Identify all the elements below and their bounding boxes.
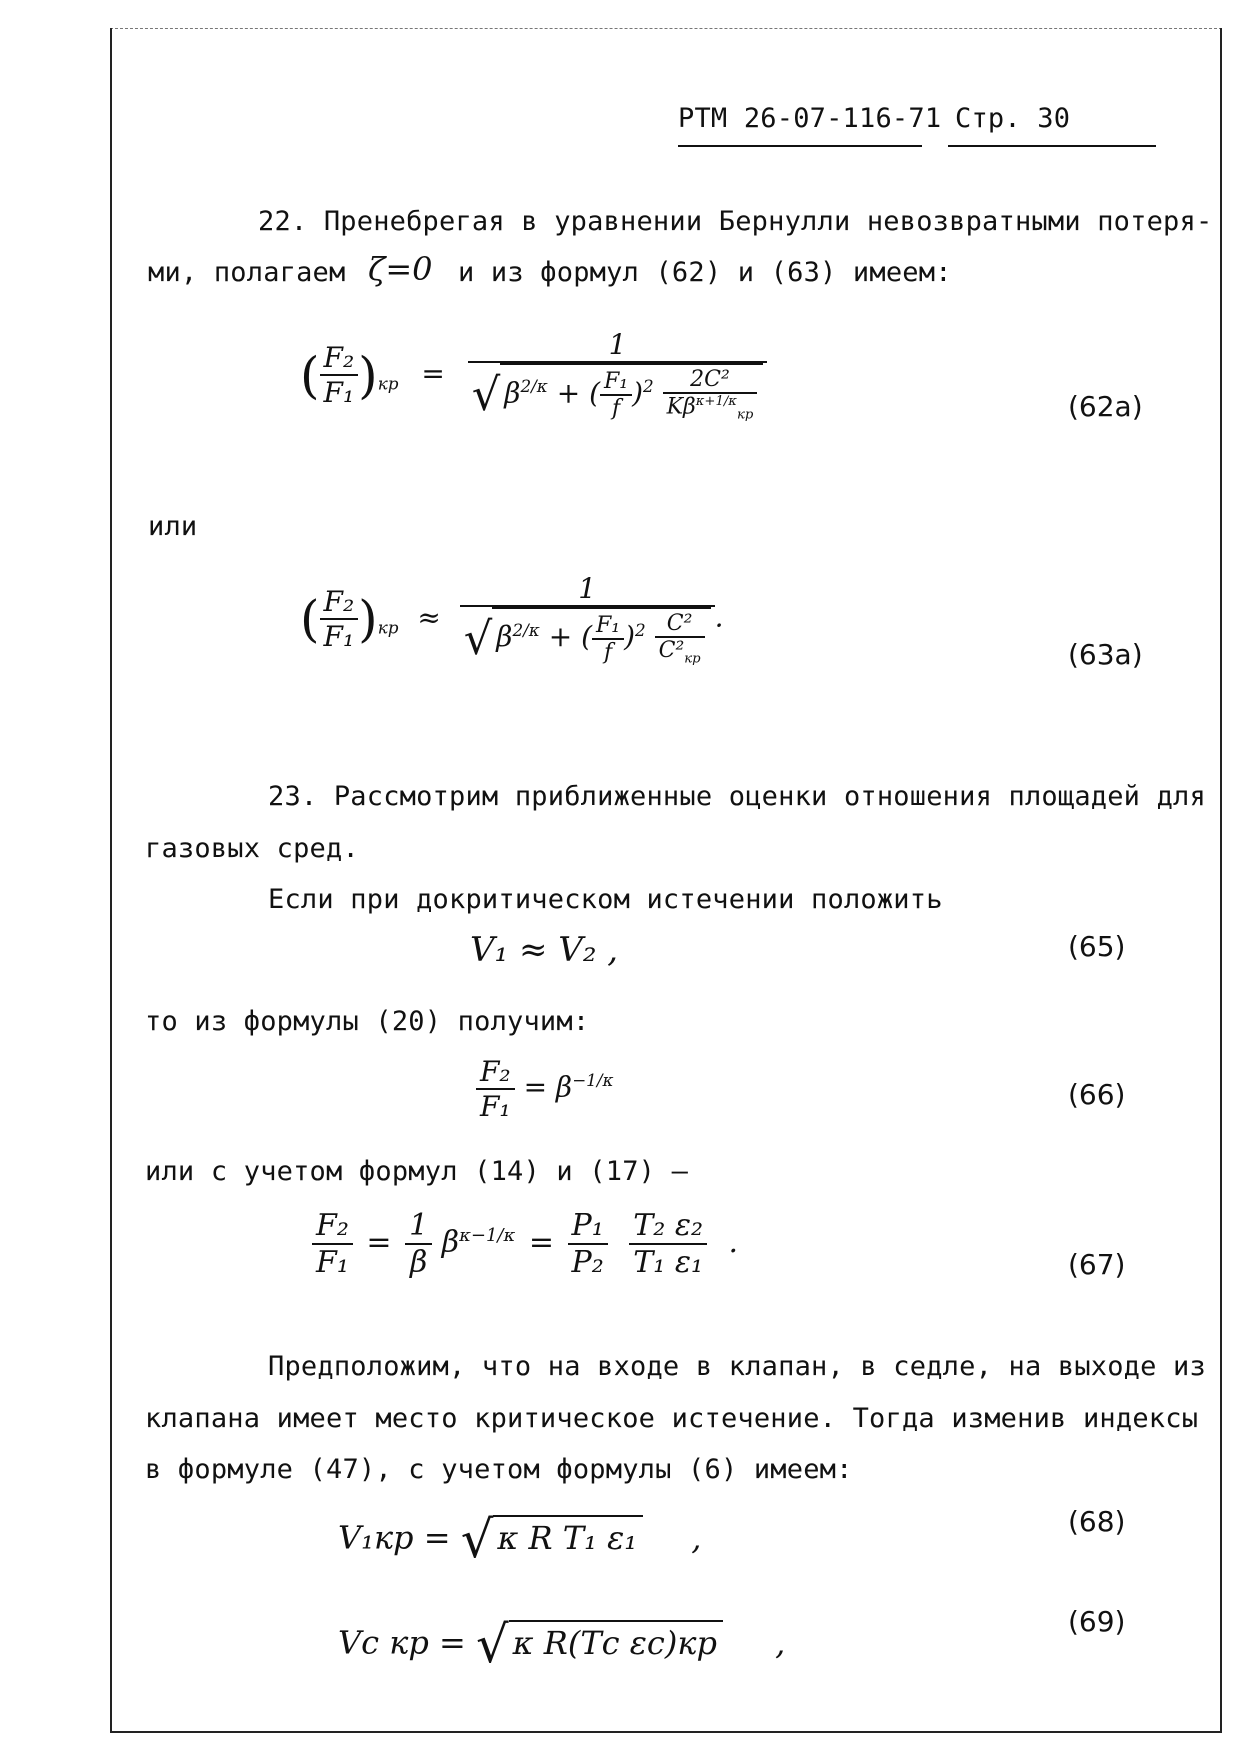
equation-67-number: (67)	[1068, 1248, 1126, 1281]
para-22-line-2b: и из формул (62) и (63) имеем:	[458, 257, 952, 288]
equation-66: $\frac{\text{F₂}}{\text{F₁}}$ = $\beta^{-1/\kappa}$	[476, 1055, 614, 1123]
doc-code: РТМ 26-07-116-71	[678, 103, 942, 134]
page-number: Стр. 30	[955, 103, 1071, 134]
equation-65-number: (65)	[1068, 930, 1126, 963]
para-23-line-3: Если при докритическом истечении положить	[268, 884, 943, 915]
para-24-line-3: в формуле (47), с учетом формулы (6) имеем:	[145, 1454, 853, 1485]
para-22-line-2a: ми, полагаем	[148, 257, 346, 288]
para-23-line-2: газовых сред.	[145, 833, 359, 864]
or-1: или	[148, 511, 198, 542]
equation-62a: ( $\frac{\text{F₂}}{\text{F₁}}$ )$_{кр}$ = 1 √ $\beta^{2/\kappa}$ + ( $\frac{\text{F₁}}{f}$ )$^2$ $\frac{\text{2C²}}{K\beta^{\kappa+1/\kappa}_{кр}}$	[300, 328, 767, 423]
equation-63a-number: (63a)	[1068, 638, 1143, 671]
zeta-equals-zero: ζ=0	[368, 250, 433, 288]
equation-68-number: (68)	[1068, 1505, 1126, 1538]
equation-66-number: (66)	[1068, 1078, 1126, 1111]
para-24-line-2: клапана имеет место критическое истечение. Тогда изменив индексы	[145, 1403, 1199, 1434]
equation-62a-number: (62a)	[1068, 390, 1143, 423]
equation-67: $\frac{\text{F₂}}{\text{F₁}}$ = $\frac{1}{\beta}$ $\beta^{\kappa-1/\kappa}$ = $\frac{\text{P₁}}{\text{P₂}}$ $\frac{\text{T₂ ε₂}}{\text{T₁ ε₁}}$ .	[312, 1208, 738, 1280]
equation-68: V₁кр = √ κ R T₁ ε₁ ,	[338, 1510, 702, 1570]
page-number-underline	[948, 145, 1156, 147]
equation-63a: ( $\frac{\text{F₂}}{\text{F₁}}$ )$_{кр}$ ≈ 1 √ $\beta^{2/\kappa}$ + ( $\frac{\text{F₁}}{f}$ )$^2$ $\frac{\text{C²}}{C^2_{кр}}$ .	[300, 572, 724, 667]
para-23-line-5: или с учетом формул (14) и (17) —	[145, 1156, 689, 1187]
para-23-line-1: 23. Рассмотрим приближенные оценки отношения площадей для	[268, 781, 1206, 812]
para-22-line-1: 22. Пренебрегая в уравнении Бернулли невозвратными потеря-	[258, 206, 1213, 237]
equation-69-number: (69)	[1068, 1605, 1126, 1638]
para-24-line-1: Предположим, что на входе в клапан, в седле, на выходе из	[268, 1351, 1206, 1382]
equation-65: V₁ ≈ V₂ ,	[470, 930, 619, 970]
doc-code-underline	[678, 145, 922, 147]
equation-69: Vс кр = √ κ R(Tс εс)кр ,	[338, 1615, 786, 1675]
para-23-line-4: то из формулы (20) получим:	[145, 1006, 590, 1037]
